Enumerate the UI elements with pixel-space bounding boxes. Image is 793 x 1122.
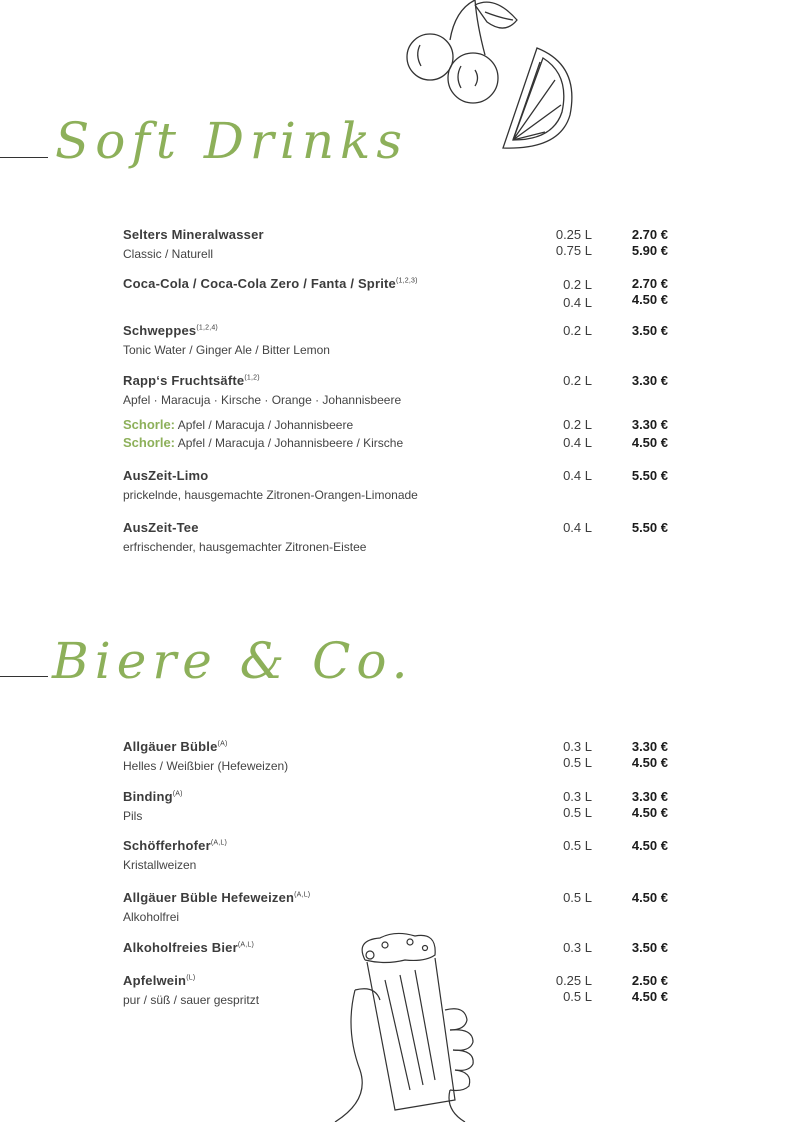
section-title: Soft Drinks [55, 112, 408, 170]
heading-rule [0, 676, 48, 677]
item-price: 2.70 € [631, 227, 668, 242]
allergen-note: (A,L) [294, 891, 311, 899]
item-size: 0.4 L [563, 435, 592, 450]
item-size: 0.4 L [563, 520, 592, 535]
item-desc: pur / süß / sauer gespritzt [123, 993, 260, 1007]
item-price: 5.90 € [631, 243, 668, 258]
menu-item [123, 276, 683, 310]
item-price: 4.50 € [631, 838, 668, 853]
item-desc: prickelnde, hausgemachte Zitronen-Orangen-Limonade [123, 488, 418, 502]
item-size: 0.4 L [563, 295, 592, 310]
menu-item [123, 739, 683, 773]
item-price: 3.30 € [631, 373, 668, 388]
allergen-note: (1,2) [244, 374, 260, 382]
item-price: 3.50 € [631, 940, 668, 955]
menu-item [123, 789, 683, 823]
item-price: 4.50 € [631, 292, 668, 307]
item-price: 4.50 € [631, 755, 668, 770]
item-name: Apfelwein [123, 973, 187, 988]
schorle-label: Schorle: [123, 435, 176, 450]
item-size: 0.2 L [563, 417, 592, 432]
item-desc: erfrischender, hausgemachter Zitronen-Eistee [123, 540, 367, 554]
item-size: 0.3 L [563, 739, 592, 754]
item-desc: Alkoholfrei [123, 910, 180, 924]
item-size: 0.4 L [563, 468, 592, 483]
item-size: 0.25 L [555, 973, 592, 988]
item-price: 5.50 € [631, 520, 668, 535]
item-desc: Classic / Naturell [123, 247, 214, 261]
cherry-lemon-illustration [395, 0, 585, 160]
schorle-item [123, 416, 683, 452]
item-price: 4.50 € [631, 805, 668, 820]
item-price: 4.50 € [631, 890, 668, 905]
item-name: Coca-Cola / Coca-Cola Zero / Fanta / Sprite [123, 276, 396, 291]
item-price: 5.50 € [631, 468, 668, 483]
item-size: 0.75 L [555, 243, 592, 258]
item-size: 0.5 L [563, 838, 592, 853]
item-price: 2.50 € [631, 973, 668, 988]
item-price: 2.70 € [631, 276, 668, 291]
item-name: AusZeit-Tee [123, 520, 199, 535]
menu-item [123, 520, 683, 554]
item-name: Schöfferhofer [123, 838, 211, 853]
item-desc: Tonic Water / Ginger Ale / Bitter Lemon [123, 343, 330, 357]
item-price: 3.30 € [631, 739, 668, 754]
menu-item [123, 323, 683, 357]
item-name: Selters Mineralwasser [123, 227, 264, 242]
allergen-note: (A) [172, 790, 183, 798]
menu-item [123, 227, 683, 261]
allergen-note: (1,2,3) [395, 277, 418, 285]
allergen-note: (1,2,4) [196, 324, 218, 332]
menu-item [123, 468, 683, 502]
allergen-note: (A) [217, 740, 228, 748]
item-size: 0.25 L [555, 227, 592, 242]
item-name: Alkoholfreies Bier [123, 940, 238, 955]
item-size: 0.2 L [563, 373, 592, 388]
item-name: Allgäuer Büble [123, 739, 218, 754]
item-name: Schweppes [123, 323, 197, 338]
schorle-label: Schorle: [123, 417, 176, 432]
item-size: 0.5 L [563, 989, 592, 1004]
schorle-line: Apfel / Maracuja / Johannisbeere / Kirsche [177, 436, 404, 450]
item-size: 0.3 L [563, 940, 592, 955]
menu-item [123, 838, 683, 872]
item-name: Rapp‘s Fruchtsäfte [123, 373, 245, 388]
heading-rule [0, 157, 48, 158]
item-price: 4.50 € [631, 989, 668, 1004]
item-desc: Pils [123, 809, 143, 823]
allergen-note: (L) [186, 974, 196, 982]
item-size: 0.2 L [563, 323, 592, 338]
allergen-note: (A,L) [237, 941, 255, 949]
item-size: 0.5 L [563, 755, 592, 770]
item-name: Allgäuer Büble Hefeweizen [123, 890, 295, 905]
item-price: 4.50 € [631, 435, 668, 450]
item-price: 3.30 € [631, 789, 668, 804]
item-name: Binding [123, 789, 173, 804]
item-price: 3.30 € [631, 417, 668, 432]
item-desc: Apfel · Maracuja · Kirsche · Orange · Johannisbeere [123, 393, 402, 407]
item-size: 0.5 L [563, 890, 592, 905]
menu-item [123, 890, 683, 924]
beer-glass-illustration [325, 930, 500, 1122]
item-price: 3.50 € [631, 323, 668, 338]
section-title: Biere & Co. [52, 632, 414, 690]
schorle-line: Apfel / Maracuja / Johannisbeere [177, 418, 354, 432]
item-name: AusZeit-Limo [123, 468, 209, 483]
item-size: 0.3 L [563, 789, 592, 804]
item-size: 0.2 L [563, 277, 592, 292]
item-desc: Kristallweizen [123, 858, 197, 872]
item-desc: Helles / Weißbier (Hefeweizen) [123, 759, 289, 773]
item-size: 0.5 L [563, 805, 592, 820]
allergen-note: (A,L) [210, 839, 228, 847]
menu-item [123, 373, 683, 407]
